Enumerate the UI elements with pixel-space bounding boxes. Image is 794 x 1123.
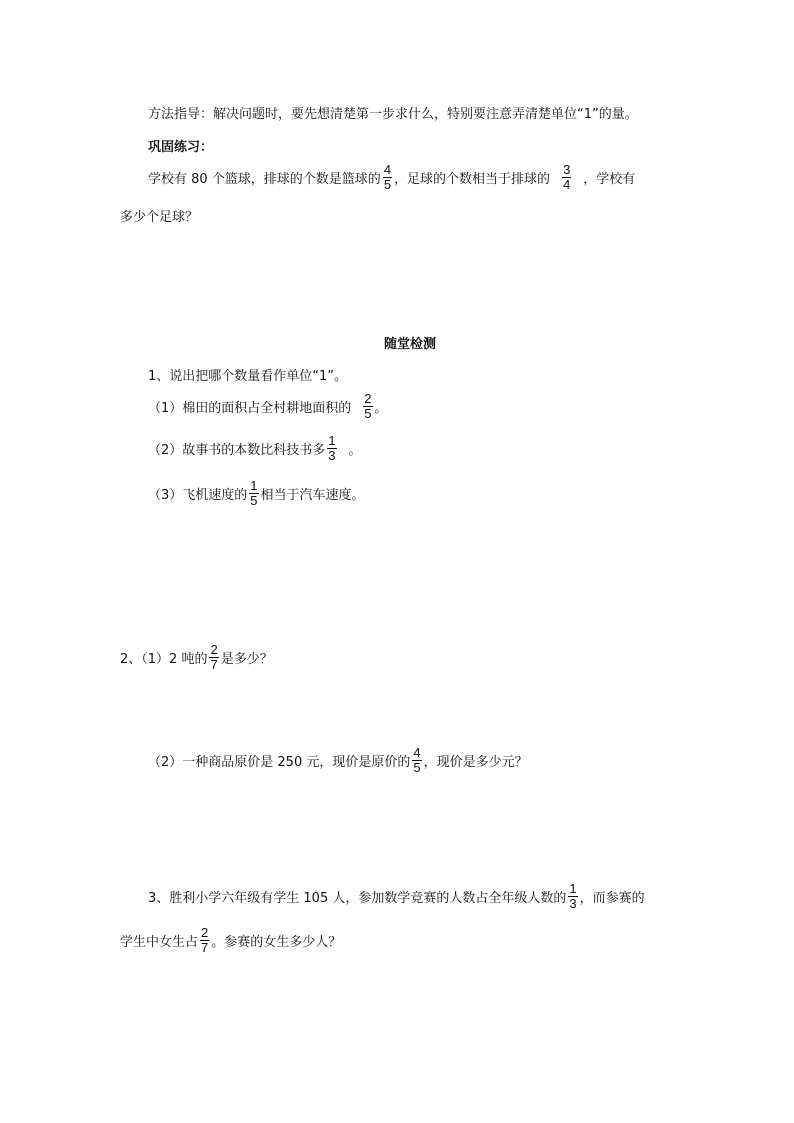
section-title-text: 随堂检测 — [384, 337, 437, 352]
practice-question — [148, 160, 635, 194]
q1-item-c — [148, 476, 365, 510]
q3-line2-post: 。参赛的女生多少人？ — [211, 934, 342, 950]
q3-post: ，而参赛的 — [579, 890, 645, 906]
fraction-1-5: $\frac{1}{5}$ — [250, 477, 258, 508]
fraction-4-5-price: $\frac{4}{5}$ — [413, 744, 421, 775]
q2-item-a — [120, 640, 273, 674]
fraction-2-5: $\frac{2}{5}$ — [364, 390, 372, 421]
q1c-post: 相当于汽车速度。 — [260, 487, 365, 503]
section-title — [384, 333, 436, 352]
fraction-4-5: $\frac{4}{5}$ — [383, 161, 392, 192]
q1-item-b — [148, 431, 362, 465]
q2-item-b — [148, 743, 528, 777]
practice-q-line2: 多少个足球？ — [120, 210, 199, 225]
practice-heading-text: 巩固练习： — [148, 140, 214, 155]
fraction-2-7: $\frac{2}{7}$ — [210, 641, 218, 672]
q2b-post: ，现价是多少元？ — [423, 754, 528, 770]
q3-line2-pre: 学生中女生占 — [120, 934, 199, 950]
fraction-3-4: $\frac{3}{4}$ — [563, 161, 571, 192]
practice-q-part2: ，足球的个数相当于排球的 — [394, 171, 551, 187]
practice-heading — [148, 136, 213, 155]
q3-pre: 3、胜利小学六年级有学生 105 人，参加数学竞赛的人数占全年级人数的 — [148, 890, 567, 906]
fraction-1-3: $\frac{1}{3}$ — [328, 432, 336, 463]
practice-q-part3: ，学校有 — [583, 171, 636, 187]
practice-q-part1: 学校有 80 个篮球，排球的个数是篮球的 — [148, 171, 381, 187]
fraction-1-3-contest: $\frac{1}{3}$ — [569, 880, 577, 911]
q2a-pre: 2、（1）2 吨的 — [120, 651, 208, 667]
fraction-2-7-girls: $\frac{2}{7}$ — [201, 924, 209, 955]
q1a-pre: （1）棉田的面积占全村耕地面积的 — [148, 400, 352, 416]
q3-line2 — [120, 923, 341, 957]
q1c-pre: （3）飞机速度的 — [148, 487, 248, 503]
q3-line1 — [148, 879, 645, 913]
q2a-post: 是多少？ — [220, 651, 273, 667]
practice-question-line2 — [120, 206, 198, 225]
method-text: 方法指导：解决问题时，要先想清楚第一步求什么，特别要注意弄清楚单位“1”的量。 — [148, 107, 638, 122]
q2b-pre: （2）一种商品原价是 250 元，现价是原价的 — [148, 754, 411, 770]
q1-text: 1、说出把哪个数量看作单位“1”。 — [148, 369, 348, 384]
q1b-pre: （2）故事书的本数比科技书多 — [148, 442, 326, 458]
q1-prompt — [148, 365, 347, 384]
q1a-post: 。 — [374, 400, 388, 416]
q1b-post: 。 — [348, 442, 362, 458]
method-guidance — [148, 103, 638, 122]
q1-item-a — [148, 389, 388, 423]
